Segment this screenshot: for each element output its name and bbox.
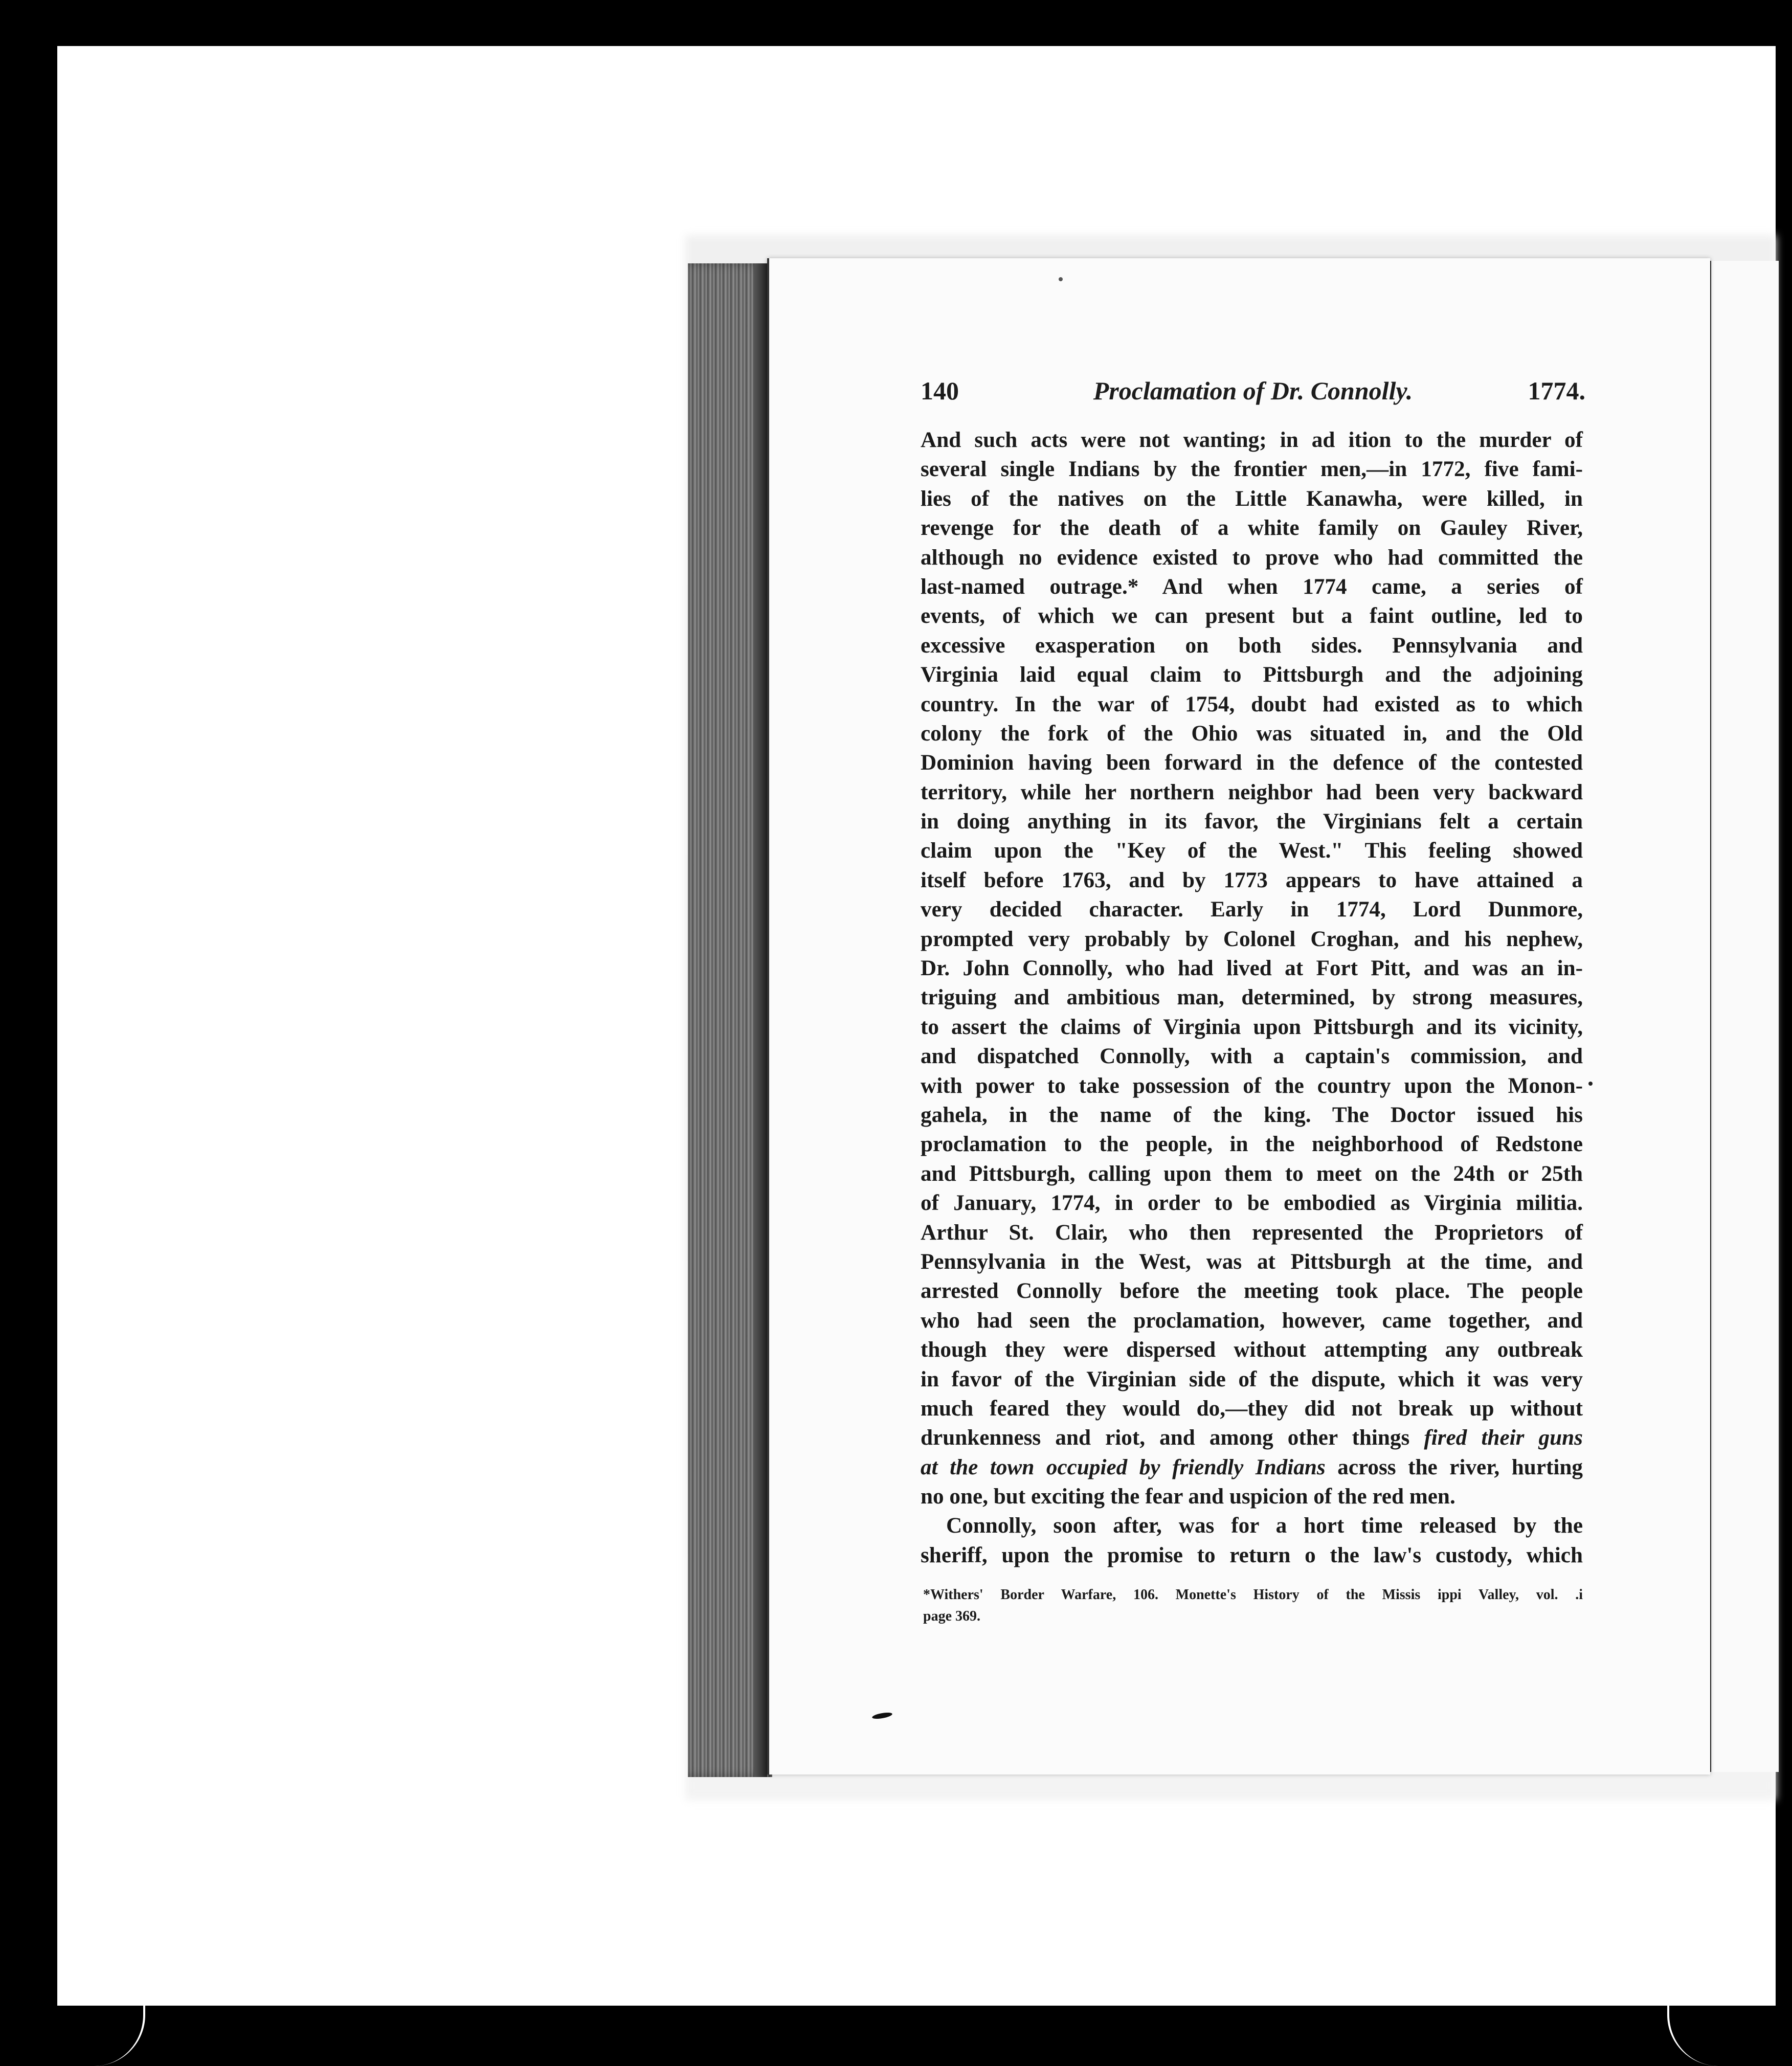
text-line: And such acts were not wanting; in ad ition to the murder of xyxy=(921,428,1583,452)
text-line: itself before 1763, and by 1773 appears to have attained a xyxy=(921,868,1583,892)
text-line: arrested Connolly before the meeting took place. The people xyxy=(921,1279,1583,1304)
text-line xyxy=(921,1453,1583,1482)
text-line: Pennsylvania in the West, was at Pittsburgh at the time, and xyxy=(921,1249,1583,1274)
text-line: of January, 1774, in order to be embodied as Virginia militia. xyxy=(921,1191,1583,1216)
text-line: colony the fork of the Ohio was situated in, and the Old xyxy=(921,721,1583,746)
scan-border-curve xyxy=(0,77,15,1969)
footnote xyxy=(923,1584,1583,1627)
text-line: and dispatched Connolly, with a captain's commission, and xyxy=(921,1044,1583,1069)
running-head xyxy=(921,376,1585,412)
text-line: no one, but exciting the fear and uspicion of the red men. xyxy=(921,1485,1455,1509)
text-line: excessive exasperation on both sides. Pennsylvania and xyxy=(921,633,1583,658)
text-line xyxy=(921,1423,1583,1452)
text-line: much feared they would do,—they did not break up without xyxy=(921,1396,1583,1421)
text-line: country. In the war of 1754, doubt had existed as to which xyxy=(921,692,1583,716)
text-line: lies of the natives on the Little Kanawha, were killed, in xyxy=(921,486,1583,511)
text-line: in favor of the Virginian side of the dispute, which it was very xyxy=(921,1367,1583,1391)
page-speck xyxy=(1059,277,1063,281)
text-line: triguing and ambitious man, determined, by strong measures, xyxy=(921,985,1583,1010)
body-text xyxy=(921,425,1583,1570)
text-line: revenge for the death of a white family on Gauley River, xyxy=(921,516,1583,541)
text-line: though they were dispersed without attempting any outbreak xyxy=(921,1338,1583,1362)
text-line: to assert the claims of Virginia upon Pittsburgh and its vicinity, xyxy=(921,1015,1583,1039)
text-line: sheriff, upon the promise to return o the law's custody, which xyxy=(921,1543,1583,1567)
scan-border-top xyxy=(0,0,1792,46)
text-line: and Pittsburgh, calling upon them to meet on the 24th or 25th xyxy=(921,1161,1583,1186)
text-line: Dominion having been forward in the defence of the contested xyxy=(921,751,1583,775)
text-line: gahela, in the name of the king. The Doctor issued his xyxy=(921,1103,1583,1127)
italic-phrase: at the town occupied by friendly Indians xyxy=(921,1455,1326,1479)
text-line: although no evidence existed to prove who had committed the xyxy=(921,545,1583,570)
text-line: Dr. John Connolly, who had lived at Fort Pitt, and was an in- xyxy=(921,956,1583,981)
text-line: claim upon the "Key of the West." This feeling showed xyxy=(921,839,1583,863)
text-line: last-named outrage.* And when 1774 came, a series of xyxy=(921,574,1583,599)
margin-speck xyxy=(1588,1082,1593,1086)
text-line: territory, while her northern neighbor had been very backward xyxy=(921,780,1583,804)
text-line: Connolly, soon after, was for a hort time released by the xyxy=(946,1514,1583,1538)
text-line: events, of which we can present but a faint outline, led to xyxy=(921,604,1583,628)
book-spine-shadow xyxy=(754,263,767,1777)
italic-phrase: fired their guns xyxy=(1424,1426,1583,1450)
text-line: Virginia laid equal claim to Pittsburgh and the adjoining xyxy=(921,663,1583,687)
text-segment: drunkenness and riot, and among other things xyxy=(921,1426,1424,1450)
running-year: 1774. xyxy=(1528,376,1585,405)
footnote-line: *Withers' Border Warfare, 106. Monette's History of the Missis ippi Valley, vol. .i xyxy=(923,1587,1583,1603)
text-line: Arthur St. Clair, who then represented the Proprietors of xyxy=(921,1220,1583,1245)
text-line: who had seen the proclamation, however, came together, and xyxy=(921,1308,1583,1333)
text-line: prompted very probably by Colonel Croghan, and his nephew, xyxy=(921,927,1583,951)
page-number: 140 xyxy=(921,376,959,405)
text-segment: across the river, hurting xyxy=(1325,1455,1583,1479)
footnote-line: page 369. xyxy=(923,1608,980,1624)
facing-page-edge xyxy=(1708,261,1779,1772)
running-title: Proclamation of Dr. Connolly. xyxy=(1093,376,1413,405)
text-line: in doing anything in its favor, the Virginians felt a certain xyxy=(921,810,1583,834)
scan-border-bottom xyxy=(0,2006,1792,2066)
text-line: very decided character. Early in 1774, Lord Dunmore, xyxy=(921,897,1583,922)
text-line: proclamation to the people, in the neighborhood of Redstone xyxy=(921,1132,1583,1157)
text-line: with power to take possession of the country upon the Monon- xyxy=(921,1073,1583,1098)
text-line: several single Indians by the frontier men,—in 1772, five fami- xyxy=(921,457,1583,482)
